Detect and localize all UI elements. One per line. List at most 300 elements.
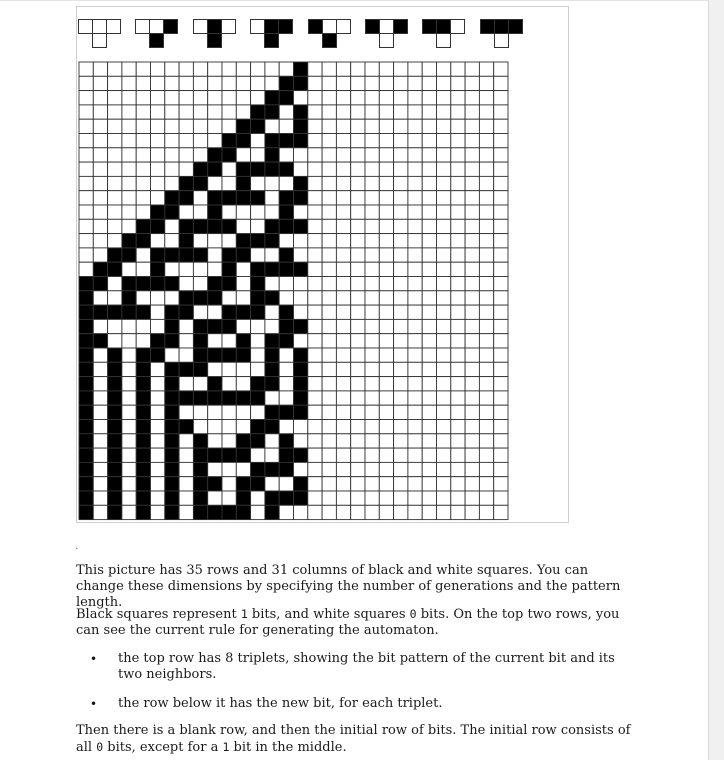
grid-cell	[437, 176, 451, 190]
grid-cell	[179, 234, 193, 248]
grid-cell	[422, 405, 436, 419]
grid-cell	[336, 234, 350, 248]
grid-cell	[79, 148, 93, 162]
grid-cell	[322, 305, 336, 319]
grid-cell	[479, 277, 493, 291]
grid-cell	[222, 219, 236, 233]
grid-cell	[351, 148, 365, 162]
grid-cell	[122, 248, 136, 262]
grid-cell	[336, 334, 350, 348]
grid-cell	[179, 134, 193, 148]
grid-cell	[265, 448, 279, 462]
grid-cell	[208, 362, 222, 376]
grid-cell	[179, 391, 193, 405]
grid-cell	[336, 162, 350, 176]
grid-cell	[93, 305, 107, 319]
grid-cell	[422, 348, 436, 362]
grid-cell	[351, 377, 365, 391]
grid-cell	[465, 134, 479, 148]
grid-cell	[265, 291, 279, 305]
grid-cell	[351, 134, 365, 148]
grid-cell	[437, 420, 451, 434]
grid-cell	[394, 191, 408, 205]
grid-cell	[208, 134, 222, 148]
grid-cell	[365, 420, 379, 434]
grid-cell	[165, 91, 179, 105]
grid-cell	[351, 205, 365, 219]
grid-cell	[279, 148, 293, 162]
grid-cell	[336, 448, 350, 462]
grid-cell	[465, 191, 479, 205]
grid-cell	[394, 291, 408, 305]
grid-cell	[151, 62, 165, 76]
grid-cell	[379, 291, 393, 305]
grid-cell	[394, 62, 408, 76]
grid-cell	[265, 219, 279, 233]
grid-cell	[236, 477, 250, 491]
grid-cell	[122, 219, 136, 233]
grid-cell	[79, 434, 93, 448]
grid-cell	[379, 377, 393, 391]
grid-cell	[251, 62, 265, 76]
grid-cell	[136, 319, 150, 333]
grid-cell	[151, 348, 165, 362]
grid-cell	[322, 377, 336, 391]
grid-cell	[136, 505, 150, 519]
grid-cell	[437, 148, 451, 162]
grid-cell	[193, 119, 207, 133]
grid-cell	[437, 319, 451, 333]
grid-cell	[365, 334, 379, 348]
grid-cell	[322, 205, 336, 219]
grid-cell	[322, 234, 336, 248]
grid-cell	[451, 219, 465, 233]
grid-cell	[294, 219, 308, 233]
grid-cell	[93, 219, 107, 233]
grid-cell	[279, 420, 293, 434]
grid-cell	[494, 91, 508, 105]
grid-cell	[308, 76, 322, 90]
grid-cell	[365, 148, 379, 162]
grid-cell	[165, 319, 179, 333]
grid-cell	[108, 248, 122, 262]
grid-cell	[265, 477, 279, 491]
grid-cell	[379, 91, 393, 105]
grid-cell	[265, 248, 279, 262]
p2-text-c: bits. On the top two rows, you can see the current rule for generating the automaton.	[76, 607, 620, 638]
grid-cell	[308, 334, 322, 348]
grid-cell	[408, 105, 422, 119]
grid-cell	[151, 291, 165, 305]
grid-cell	[422, 391, 436, 405]
grid-cell	[336, 420, 350, 434]
grid-cell	[222, 119, 236, 133]
grid-cell	[236, 176, 250, 190]
grid-cell	[108, 391, 122, 405]
grid-cell	[308, 219, 322, 233]
grid-cell	[279, 277, 293, 291]
grid-cell	[365, 291, 379, 305]
grid-cell	[451, 319, 465, 333]
grid-cell	[365, 119, 379, 133]
grid-cell	[437, 162, 451, 176]
grid-cell	[151, 277, 165, 291]
grid-cell	[222, 191, 236, 205]
grid-cell	[165, 191, 179, 205]
grid-cell	[437, 277, 451, 291]
scrollbar-track[interactable]	[708, 0, 724, 760]
grid-cell	[265, 105, 279, 119]
grid-cell	[193, 148, 207, 162]
grid-cell	[151, 205, 165, 219]
grid-cell	[336, 348, 350, 362]
grid-cell	[494, 448, 508, 462]
grid-cell	[193, 219, 207, 233]
grid-cell	[437, 119, 451, 133]
grid-cell	[408, 219, 422, 233]
grid-cell	[336, 262, 350, 276]
grid-cell	[79, 277, 93, 291]
grid-cell	[451, 162, 465, 176]
grid-cell	[122, 176, 136, 190]
grid-cell	[394, 334, 408, 348]
grid-cell	[122, 319, 136, 333]
grid-cell	[208, 505, 222, 519]
grid-cell	[279, 205, 293, 219]
grid-cell	[294, 62, 308, 76]
grid-cell	[336, 434, 350, 448]
grid-cell	[365, 491, 379, 505]
grid-cell	[494, 205, 508, 219]
grid-cell	[451, 491, 465, 505]
grid-cell	[422, 234, 436, 248]
grid-cell	[179, 219, 193, 233]
grid-cell	[236, 291, 250, 305]
grid-cell	[193, 277, 207, 291]
grid-cell	[308, 205, 322, 219]
grid-cell	[451, 434, 465, 448]
grid-cell	[265, 62, 279, 76]
grid-cell	[308, 191, 322, 205]
grid-cell	[379, 191, 393, 205]
grid-cell	[465, 448, 479, 462]
grid-cell	[251, 291, 265, 305]
grid-cell	[136, 291, 150, 305]
grid-cell	[322, 348, 336, 362]
grid-cell	[151, 262, 165, 276]
grid-cell	[437, 505, 451, 519]
top-border	[0, 0, 724, 1]
grid-cell	[165, 205, 179, 219]
grid-cell	[151, 377, 165, 391]
grid-cell	[79, 219, 93, 233]
grid-cell	[379, 105, 393, 119]
grid-cell	[208, 348, 222, 362]
grid-cell	[179, 262, 193, 276]
grid-cell	[179, 434, 193, 448]
grid-cell	[179, 362, 193, 376]
grid-cell	[179, 291, 193, 305]
grid-cell	[265, 334, 279, 348]
grid-cell	[394, 91, 408, 105]
grid-cell	[322, 334, 336, 348]
grid-cell	[308, 105, 322, 119]
grid-cell	[451, 477, 465, 491]
grid-cell	[365, 262, 379, 276]
grid-cell	[165, 277, 179, 291]
grid-cell	[122, 105, 136, 119]
grid-cell	[465, 319, 479, 333]
grid-cell	[193, 319, 207, 333]
grid-cell	[136, 148, 150, 162]
grid-cell	[79, 205, 93, 219]
bullet-item-new-bit: the row below it has the new bit, for each triplet.	[118, 696, 443, 711]
grid-cell	[494, 248, 508, 262]
grid-cell	[479, 119, 493, 133]
grid-cell	[222, 105, 236, 119]
grid-cell	[193, 162, 207, 176]
grid-cell	[308, 162, 322, 176]
grid-cell	[136, 191, 150, 205]
grid-cell	[336, 148, 350, 162]
grid-cell	[351, 319, 365, 333]
grid-cell	[494, 434, 508, 448]
grid-cell	[122, 291, 136, 305]
grid-cell	[108, 62, 122, 76]
grid-cell	[308, 348, 322, 362]
grid-cell	[193, 262, 207, 276]
grid-cell	[322, 291, 336, 305]
grid-cell	[179, 91, 193, 105]
grid-cell	[322, 434, 336, 448]
grid-cell	[165, 105, 179, 119]
grid-cell	[251, 76, 265, 90]
grid-cell	[208, 191, 222, 205]
grid-cell	[451, 119, 465, 133]
grid-cell	[465, 205, 479, 219]
grid-cell	[408, 391, 422, 405]
grid-cell	[451, 191, 465, 205]
p2-text-a: Black squares represent	[76, 607, 241, 622]
grid-cell	[322, 477, 336, 491]
grid-cell	[79, 305, 93, 319]
grid-cell	[151, 477, 165, 491]
grid-cell	[394, 448, 408, 462]
grid-cell	[236, 377, 250, 391]
grid-cell	[236, 91, 250, 105]
grid-cell	[437, 234, 451, 248]
grid-cell	[336, 391, 350, 405]
grid-cell	[294, 291, 308, 305]
grid-cell	[437, 105, 451, 119]
grid-cell	[122, 477, 136, 491]
grid-cell	[122, 205, 136, 219]
grid-cell	[251, 262, 265, 276]
grid-cell	[379, 391, 393, 405]
grid-cell	[437, 91, 451, 105]
grid-cell	[208, 119, 222, 133]
grid-cell	[379, 148, 393, 162]
grid-cell	[165, 162, 179, 176]
grid-cell	[336, 291, 350, 305]
grid-cell	[279, 176, 293, 190]
grid-cell	[294, 348, 308, 362]
grid-cell	[79, 134, 93, 148]
grid-cell	[494, 62, 508, 76]
grid-cell	[351, 76, 365, 90]
grid-cell	[351, 119, 365, 133]
grid-cell	[437, 477, 451, 491]
grid-cell	[336, 219, 350, 233]
grid-cell	[179, 491, 193, 505]
grid-cell	[322, 62, 336, 76]
grid-cell	[193, 234, 207, 248]
grid-cell	[479, 291, 493, 305]
grid-cell	[193, 105, 207, 119]
grid-cell	[151, 491, 165, 505]
grid-cell	[394, 105, 408, 119]
grid-cell	[93, 76, 107, 90]
grid-cell	[308, 134, 322, 148]
grid-cell	[251, 420, 265, 434]
grid-cell	[322, 505, 336, 519]
grid-cell	[165, 405, 179, 419]
grid-cell	[351, 248, 365, 262]
grid-cell	[422, 176, 436, 190]
grid-cell	[294, 505, 308, 519]
grid-cell	[437, 448, 451, 462]
grid-cell	[437, 362, 451, 376]
grid-cell	[151, 105, 165, 119]
grid-cell	[308, 319, 322, 333]
grid-cell	[108, 234, 122, 248]
grid-cell	[394, 219, 408, 233]
grid-cell	[193, 191, 207, 205]
grid-cell	[294, 491, 308, 505]
grid-cell	[93, 291, 107, 305]
grid-cell	[265, 76, 279, 90]
grid-cell	[479, 162, 493, 176]
grid-cell	[265, 505, 279, 519]
grid-cell	[151, 305, 165, 319]
grid-cell	[422, 434, 436, 448]
grid-cell	[179, 76, 193, 90]
grid-cell	[465, 420, 479, 434]
grid-cell	[437, 305, 451, 319]
grid-cell	[394, 377, 408, 391]
grid-cell	[251, 319, 265, 333]
grid-cell	[222, 434, 236, 448]
grid-cell	[379, 491, 393, 505]
grid-cell	[179, 162, 193, 176]
grid-cell	[451, 448, 465, 462]
grid-cell	[222, 277, 236, 291]
grid-cell	[451, 305, 465, 319]
grid-cell	[279, 62, 293, 76]
grid-cell	[236, 462, 250, 476]
grid-cell	[437, 348, 451, 362]
grid-cell	[451, 248, 465, 262]
grid-cell	[408, 334, 422, 348]
grid-cell	[265, 434, 279, 448]
grid-cell	[79, 234, 93, 248]
grid-cell	[408, 191, 422, 205]
grid-cell	[336, 105, 350, 119]
grid-cell	[108, 377, 122, 391]
grid-cell	[365, 176, 379, 190]
grid-cell	[251, 448, 265, 462]
grid-cell	[379, 462, 393, 476]
grid-cell	[222, 291, 236, 305]
grid-cell	[408, 62, 422, 76]
grid-cell	[351, 505, 365, 519]
grid-cell	[79, 76, 93, 90]
grid-cell	[408, 234, 422, 248]
grid-cell	[465, 305, 479, 319]
grid-cell	[136, 105, 150, 119]
grid-cell	[465, 334, 479, 348]
grid-cell	[437, 391, 451, 405]
grid-cell	[308, 505, 322, 519]
grid-cell	[251, 348, 265, 362]
grid-cell	[151, 219, 165, 233]
grid-cell	[251, 119, 265, 133]
grid-cell	[265, 134, 279, 148]
grid-cell	[108, 434, 122, 448]
grid-cell	[108, 505, 122, 519]
grid-cell	[279, 191, 293, 205]
grid-cell	[236, 76, 250, 90]
grid-cell	[394, 162, 408, 176]
grid-cell	[479, 362, 493, 376]
grid-cell	[179, 477, 193, 491]
grid-cell	[494, 219, 508, 233]
paragraph-initial-row	[76, 723, 636, 756]
grid-cell	[122, 377, 136, 391]
grid-cell	[294, 420, 308, 434]
grid-cell	[351, 162, 365, 176]
grid-cell	[408, 134, 422, 148]
grid-cell	[236, 277, 250, 291]
grid-cell	[79, 505, 93, 519]
grid-cell	[151, 134, 165, 148]
grid-cell	[136, 491, 150, 505]
grid-cell	[322, 76, 336, 90]
grid-cell	[265, 277, 279, 291]
grid-cell	[465, 119, 479, 133]
grid-cell	[336, 119, 350, 133]
grid-cell	[93, 119, 107, 133]
grid-cell	[494, 162, 508, 176]
grid-cell	[408, 405, 422, 419]
grid-cell	[365, 234, 379, 248]
grid-cell	[308, 248, 322, 262]
grid-cell	[251, 334, 265, 348]
grid-cell	[422, 362, 436, 376]
grid-cell	[336, 205, 350, 219]
grid-cell	[479, 491, 493, 505]
grid-cell	[351, 291, 365, 305]
grid-cell	[179, 334, 193, 348]
grid-cell	[122, 434, 136, 448]
grid-cell	[479, 434, 493, 448]
grid-cell	[279, 219, 293, 233]
grid-cell	[122, 505, 136, 519]
grid-cell	[265, 262, 279, 276]
grid-cell	[279, 448, 293, 462]
grid-cell	[122, 119, 136, 133]
grid-cell	[222, 391, 236, 405]
